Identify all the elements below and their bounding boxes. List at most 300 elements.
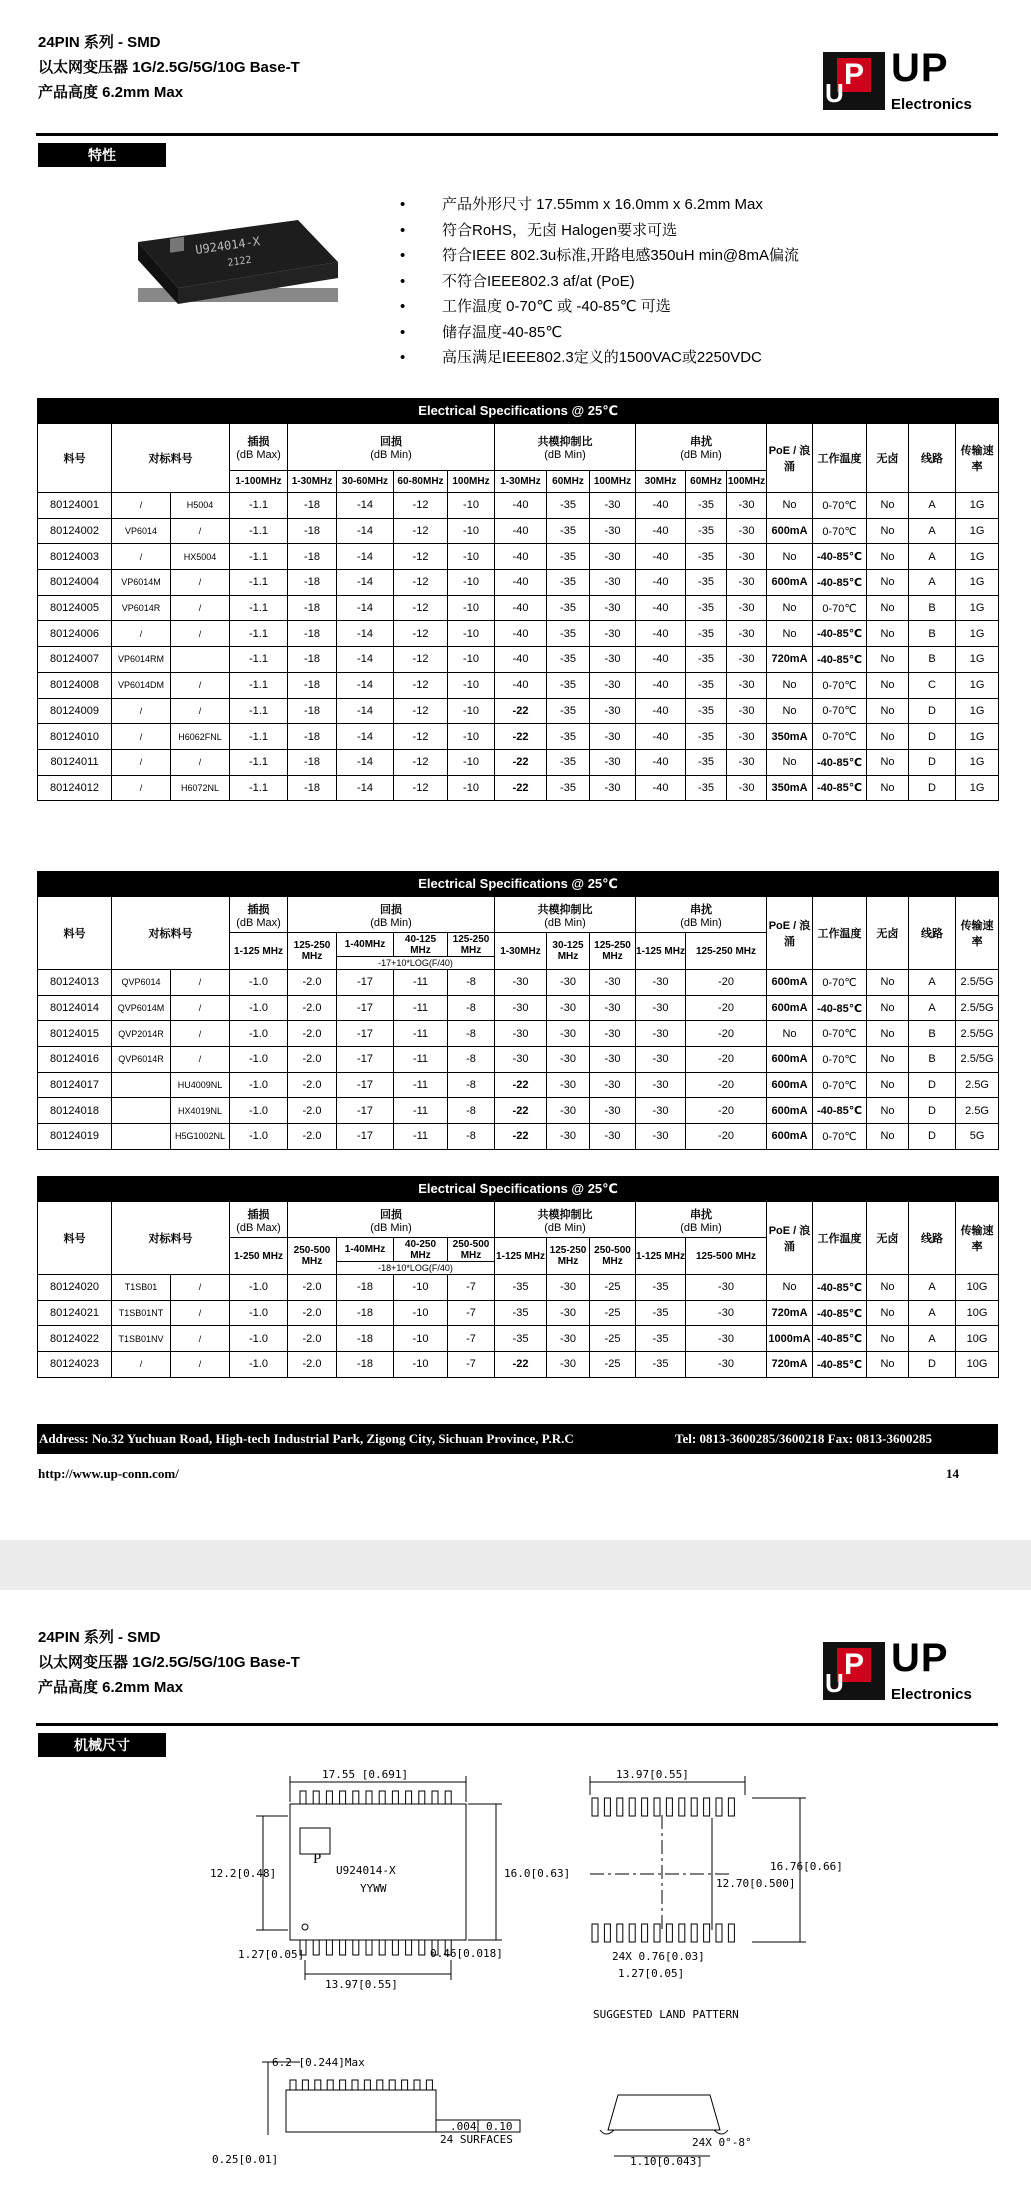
drawing-date-code: YYWW <box>360 1882 387 1895</box>
pin-icon <box>379 1940 385 1955</box>
col-part: 料号 <box>38 1202 112 1275</box>
pin-icon <box>340 1940 346 1955</box>
dim-body: 16.0[0.63] <box>504 1867 571 1880</box>
table-cell: A <box>909 518 956 544</box>
sub-header: 125-500 MHz <box>686 1238 767 1275</box>
table-cell: No <box>867 1047 909 1073</box>
pin-icon <box>353 1791 359 1804</box>
table-cell: -2.0 <box>288 1300 337 1326</box>
col-part: 料号 <box>38 424 112 493</box>
logo-subtitle: Electronics <box>891 96 972 113</box>
sub-header: 1-125 MHz <box>230 933 288 970</box>
table-cell: C <box>909 672 956 698</box>
section-tag-features: 特性 <box>38 143 166 167</box>
table-cell: -30 <box>590 1072 636 1098</box>
table-cell: B <box>909 621 956 647</box>
col-halogen: 无卤 <box>867 1202 909 1275</box>
sub-header: 125-250 MHz <box>448 933 495 957</box>
table-cell: -18 <box>288 698 337 724</box>
table-cell <box>171 647 230 673</box>
table-cell: / <box>112 749 171 775</box>
table-cell: 80124020 <box>38 1275 112 1301</box>
col-part: 料号 <box>38 897 112 970</box>
table-cell <box>112 1124 171 1150</box>
table-cell: 1G <box>956 595 999 621</box>
pin-icon <box>353 1940 359 1955</box>
section-tag-dimensions: 机械尺寸 <box>38 1733 166 1757</box>
table-cell: -8 <box>448 970 495 996</box>
col-insertion-loss: 插损 (dB Max) <box>230 1202 288 1238</box>
table-cell: -40 <box>636 749 686 775</box>
table-cell: -10 <box>448 595 495 621</box>
table-cell: -30 <box>727 518 767 544</box>
table-cell: No <box>867 621 909 647</box>
table-cell: -30 <box>495 1047 547 1073</box>
table-cell: No <box>867 1275 909 1301</box>
table-row <box>38 1352 999 1378</box>
table-cell: -30 <box>590 595 636 621</box>
pin-icon <box>326 1940 332 1955</box>
table-cell: 1G <box>956 518 999 544</box>
feature-item: • 符合RoHS，无卤 Halogen要求可选 <box>400 218 799 244</box>
table-cell: -35 <box>686 672 727 698</box>
table-cell: -18 <box>288 647 337 673</box>
table-cell: -1.1 <box>230 672 288 698</box>
table-cell: -35 <box>686 749 727 775</box>
table-cell: -30 <box>590 621 636 647</box>
table-cell: -40 <box>636 724 686 750</box>
table-cell: 2.5G <box>956 1098 999 1124</box>
table-cell: -35 <box>547 775 590 801</box>
table-cell: -12 <box>394 775 448 801</box>
col-insertion-loss: 插损 (dB Max) <box>230 897 288 933</box>
table-cell: No <box>867 749 909 775</box>
side-pin-icon <box>352 2080 358 2090</box>
sub-header: 30-60MHz <box>337 471 394 493</box>
side-height: 6.2 [0.244]Max <box>272 2056 365 2069</box>
table-cell: / <box>171 698 230 724</box>
side-pin-icon <box>389 2080 395 2090</box>
table-cell: -2.0 <box>288 1098 337 1124</box>
table-cell: -1.0 <box>230 1072 288 1098</box>
land-pad-icon <box>704 1798 710 1816</box>
table-cell: -14 <box>337 570 394 596</box>
table-cell: -40 <box>636 647 686 673</box>
table-cell: -12 <box>394 621 448 647</box>
table-cell: B <box>909 1021 956 1047</box>
table-cell: -8 <box>448 1021 495 1047</box>
table-cell: 1G <box>956 570 999 596</box>
table-cell: / <box>171 1021 230 1047</box>
table-cell: A <box>909 493 956 519</box>
land-pad-icon <box>654 1798 660 1816</box>
table-cell: -12 <box>394 698 448 724</box>
feature-item: • 符合IEEE 802.3u标准,开路电感350uH min@8mA偏流 <box>400 243 799 269</box>
land-pad-icon <box>654 1924 660 1942</box>
table-cell: / <box>171 1300 230 1326</box>
table-cell: -14 <box>337 493 394 519</box>
table-cell: QVP6014 <box>112 970 171 996</box>
table-cell: 80124001 <box>38 493 112 519</box>
table-cell: -12 <box>394 544 448 570</box>
table-cell: -40 <box>636 672 686 698</box>
table-cell: -22 <box>495 775 547 801</box>
table-cell: -12 <box>394 647 448 673</box>
table-cell: -17 <box>337 1124 394 1150</box>
table-cell: 80124015 <box>38 1021 112 1047</box>
table-cell: No <box>867 1098 909 1124</box>
table-cell <box>112 1098 171 1124</box>
table-cell: 1G <box>956 749 999 775</box>
table-cell: -18 <box>337 1275 394 1301</box>
sub-header: 60MHz <box>547 471 590 493</box>
table-cell: -40-85℃ <box>813 1352 867 1378</box>
table-cell: -40-85℃ <box>813 1098 867 1124</box>
table-cell: -35 <box>686 621 727 647</box>
table-cell: -30 <box>727 698 767 724</box>
logo-p-mark: P <box>837 1648 871 1682</box>
table-cell: -1.1 <box>230 724 288 750</box>
land-pad: 24X 0.76[0.03] <box>612 1950 705 1963</box>
table-cell: -40-85℃ <box>813 544 867 570</box>
table-cell: -30 <box>727 775 767 801</box>
website-link[interactable]: http://www.up-conn.com/ <box>38 1466 179 1481</box>
col-rate: 传输速率 <box>956 897 999 970</box>
table-cell: -1.0 <box>230 995 288 1021</box>
table-cell: No <box>767 544 813 570</box>
table-cell: -30 <box>495 970 547 996</box>
table-cell: -20 <box>686 1072 767 1098</box>
pin-icon <box>406 1791 412 1804</box>
table-cell: A <box>909 570 956 596</box>
table-cell: / <box>171 1352 230 1378</box>
table-cell: -40 <box>636 698 686 724</box>
table-cell: 80124016 <box>38 1047 112 1073</box>
table-cell: 80124019 <box>38 1124 112 1150</box>
table-cell: A <box>909 970 956 996</box>
table-cell: D <box>909 1072 956 1098</box>
table-cell: -25 <box>590 1300 636 1326</box>
col-temp: 工作温度 <box>813 1202 867 1275</box>
table-cell: -7 <box>448 1326 495 1352</box>
table-cell: No <box>867 518 909 544</box>
table-cell: 0-70℃ <box>813 493 867 519</box>
table-cell: 0-70℃ <box>813 1021 867 1047</box>
table-cell: 0-70℃ <box>813 1047 867 1073</box>
table-cell: -35 <box>636 1352 686 1378</box>
table-cell: 80124006 <box>38 621 112 647</box>
table-cell: -18 <box>288 518 337 544</box>
table-cell: D <box>909 724 956 750</box>
dim-lead: 0.46[0.018] <box>430 1947 503 1960</box>
table-cell: 0-70℃ <box>813 1072 867 1098</box>
table-cell: -40 <box>495 647 547 673</box>
drawing-part-number: U924014-X <box>336 1864 396 1877</box>
table-row <box>38 518 999 544</box>
table-row <box>38 1124 999 1150</box>
table-cell: -1.1 <box>230 595 288 621</box>
table-cell: / <box>171 518 230 544</box>
table-cell: H6072NL <box>171 775 230 801</box>
table-row <box>38 595 999 621</box>
table-cell: -1.1 <box>230 647 288 673</box>
table-cell: -18 <box>288 672 337 698</box>
table-cell: -17 <box>337 1047 394 1073</box>
table-cell: -12 <box>394 493 448 519</box>
table-cell: 600mA <box>767 995 813 1021</box>
table-cell: -22 <box>495 749 547 775</box>
table-cell: -40 <box>495 595 547 621</box>
table-cell: No <box>767 493 813 519</box>
side-standoff: 0.25[0.01] <box>212 2153 279 2166</box>
table-cell: -30 <box>590 970 636 996</box>
side-pin-icon <box>377 2080 383 2090</box>
formula-label: -18+10*LOG(F/40) <box>337 1262 495 1275</box>
spec-table-10g <box>37 1176 999 1378</box>
table-cell: -30 <box>547 1124 590 1150</box>
side-pin-icon <box>290 2080 296 2090</box>
table-title: Electrical Specifications @ 25℃ <box>38 399 999 424</box>
land-pitch: 1.27[0.05] <box>618 1967 685 1980</box>
table-cell: -35 <box>686 493 727 519</box>
table-cell: -30 <box>590 672 636 698</box>
pin-icon <box>300 1791 306 1804</box>
table-cell: -30 <box>727 621 767 647</box>
col-temp: 工作温度 <box>813 424 867 493</box>
table-cell: No <box>867 493 909 519</box>
table-cell: 80124005 <box>38 595 112 621</box>
sub-header: 125-250 MHz <box>590 933 636 970</box>
sub-header: 1-250 MHz <box>230 1238 288 1275</box>
table-cell: -40 <box>495 621 547 647</box>
col-circuit: 线路 <box>909 424 956 493</box>
table-cell: 1G <box>956 544 999 570</box>
datasheet-page-2 <box>0 1590 1031 2186</box>
table-cell: D <box>909 775 956 801</box>
table-cell: -14 <box>337 647 394 673</box>
land-pad-icon <box>617 1798 623 1816</box>
table-cell: 10G <box>956 1352 999 1378</box>
table-cell: No <box>867 1326 909 1352</box>
logo-u-mark: U <box>825 78 844 108</box>
table-cell: 80124013 <box>38 970 112 996</box>
table-cell: -8 <box>448 995 495 1021</box>
table-cell: HU4009NL <box>171 1072 230 1098</box>
sub-header: 250-500 MHz <box>590 1238 636 1275</box>
table-cell: 0-70℃ <box>813 1124 867 1150</box>
table-cell: T1SB01NV <box>112 1326 171 1352</box>
table-cell: B <box>909 647 956 673</box>
table-cell: -2.0 <box>288 1072 337 1098</box>
table-cell: -30 <box>686 1352 767 1378</box>
table-cell: -25 <box>590 1352 636 1378</box>
table-cell: -10 <box>448 493 495 519</box>
table-cell: -22 <box>495 1098 547 1124</box>
end-width: 1.10[0.043] <box>630 2155 703 2168</box>
sub-header: 1-125 MHz <box>636 1238 686 1275</box>
land-pad-icon <box>728 1924 734 1942</box>
table-cell: -12 <box>394 724 448 750</box>
table-cell: -22 <box>495 1352 547 1378</box>
table-cell: -1.1 <box>230 775 288 801</box>
table-cell: No <box>767 1275 813 1301</box>
table-cell: No <box>867 1124 909 1150</box>
table-cell: 80124007 <box>38 647 112 673</box>
table-cell: 2.5/5G <box>956 1047 999 1073</box>
table-cell: -30 <box>636 995 686 1021</box>
table-cell: B <box>909 1047 956 1073</box>
table-cell: -1.0 <box>230 1275 288 1301</box>
table-cell: 0-70℃ <box>813 672 867 698</box>
table-cell: -30 <box>590 1124 636 1150</box>
table-cell: -40 <box>636 493 686 519</box>
table-cell: -40-85℃ <box>813 1326 867 1352</box>
col-crosstalk: 串扰 (dB Min) <box>636 1202 767 1238</box>
footer-address-bar <box>37 1424 998 1454</box>
table-cell: -35 <box>547 621 590 647</box>
chip-date-code: 2122 <box>226 254 253 269</box>
table-cell: -30 <box>590 544 636 570</box>
table-cell: / <box>112 1352 171 1378</box>
table-cell: QVP6014M <box>112 995 171 1021</box>
table-cell: / <box>171 570 230 596</box>
table-cell: -1.1 <box>230 518 288 544</box>
table-cell: -1.0 <box>230 1047 288 1073</box>
table-cell: 80124023 <box>38 1352 112 1378</box>
land-pad-icon <box>617 1924 623 1942</box>
sub-header: 30-125 MHz <box>547 933 590 970</box>
table-cell: -35 <box>686 775 727 801</box>
table-cell: 5G <box>956 1124 999 1150</box>
col-insertion-loss: 插损 (dB Max) <box>230 424 288 471</box>
table-cell: -30 <box>686 1275 767 1301</box>
col-cmrr: 共模抑制比 (dB Min) <box>495 1202 636 1238</box>
table-cell: -12 <box>394 570 448 596</box>
mechanical-drawing <box>0 1590 1031 2186</box>
table-cell: D <box>909 1124 956 1150</box>
company-logo <box>823 46 983 122</box>
table-cell: -30 <box>636 1124 686 1150</box>
header-text <box>38 30 300 105</box>
table-cell: -35 <box>636 1326 686 1352</box>
land-pad-icon <box>666 1924 672 1942</box>
land-pad-icon <box>592 1798 598 1816</box>
table-cell: -35 <box>636 1275 686 1301</box>
table-cell: -30 <box>636 1047 686 1073</box>
table-cell: No <box>867 775 909 801</box>
table-title: Electrical Specifications @ 25℃ <box>38 1177 999 1202</box>
table-cell: No <box>867 1352 909 1378</box>
table-cell: -12 <box>394 749 448 775</box>
table-cell: -30 <box>590 518 636 544</box>
table-cell: No <box>867 570 909 596</box>
table-cell: -40 <box>636 595 686 621</box>
table-cell: -30 <box>590 698 636 724</box>
table-cell: -40 <box>495 493 547 519</box>
table-cell: -35 <box>495 1300 547 1326</box>
table-cell: 80124021 <box>38 1300 112 1326</box>
table-cell: A <box>909 1326 956 1352</box>
col-ref: 对标料号 <box>112 1202 230 1275</box>
table-cell: -7 <box>448 1275 495 1301</box>
table-cell: -35 <box>686 698 727 724</box>
table-cell: -18 <box>337 1300 394 1326</box>
table-cell: / <box>171 621 230 647</box>
logo-p-mark: P <box>837 58 871 92</box>
table-cell: -30 <box>547 1352 590 1378</box>
table-cell: -11 <box>394 1047 448 1073</box>
table-row <box>38 544 999 570</box>
table-cell: -35 <box>686 595 727 621</box>
col-return-loss: 回损 (dB Min) <box>288 1202 495 1238</box>
table-cell: VP6014R <box>112 595 171 621</box>
table-cell: -30 <box>636 970 686 996</box>
table-cell: A <box>909 1300 956 1326</box>
table-cell: -10 <box>448 672 495 698</box>
table-cell: 1000mA <box>767 1326 813 1352</box>
chip-marking: U924014-X <box>194 234 261 257</box>
table-cell: VP6014 <box>112 518 171 544</box>
table-cell: VP6014M <box>112 570 171 596</box>
table-cell: 0-70℃ <box>813 970 867 996</box>
table-cell: 600mA <box>767 1124 813 1150</box>
table-cell: -14 <box>337 595 394 621</box>
table-cell: -10 <box>448 724 495 750</box>
table-cell: -20 <box>686 995 767 1021</box>
pin-icon <box>432 1791 438 1804</box>
table-cell: No <box>767 1021 813 1047</box>
table-cell: 10G <box>956 1326 999 1352</box>
table-cell: 80124011 <box>38 749 112 775</box>
table-cell: -30 <box>686 1300 767 1326</box>
table-cell: / <box>171 672 230 698</box>
table-cell: -14 <box>337 518 394 544</box>
table-cell: / <box>112 724 171 750</box>
table-cell: / <box>171 1047 230 1073</box>
table-cell: 0-70℃ <box>813 595 867 621</box>
table-cell: 1G <box>956 621 999 647</box>
col-cmrr: 共模抑制比 (dB Min) <box>495 897 636 933</box>
table-cell: / <box>112 621 171 647</box>
table-cell: -30 <box>547 1275 590 1301</box>
land-pad-icon <box>679 1798 685 1816</box>
table-cell: -11 <box>394 1098 448 1124</box>
table-cell: -35 <box>686 570 727 596</box>
table-cell: 600mA <box>767 570 813 596</box>
side-pin-icon <box>302 2080 308 2090</box>
table-cell: -14 <box>337 775 394 801</box>
table-cell: / <box>171 595 230 621</box>
chip-photo <box>118 210 348 330</box>
table-cell: / <box>171 995 230 1021</box>
pin-icon <box>313 1791 319 1804</box>
table-cell: -35 <box>547 698 590 724</box>
table-cell: -40-85℃ <box>813 1300 867 1326</box>
table-cell: B <box>909 595 956 621</box>
pin-icon <box>445 1791 451 1804</box>
table-cell: No <box>767 698 813 724</box>
pin-icon <box>313 1940 319 1955</box>
table-cell: H6062FNL <box>171 724 230 750</box>
sub-header: 40-125 MHz <box>394 933 448 957</box>
land-row: 12.70[0.500] <box>716 1877 796 1890</box>
table-row <box>38 570 999 596</box>
sub-header: 60MHz <box>686 471 727 493</box>
table-cell: 0-70℃ <box>813 518 867 544</box>
table-cell: -10 <box>448 775 495 801</box>
table-cell: -18 <box>337 1352 394 1378</box>
table-cell: -20 <box>686 970 767 996</box>
